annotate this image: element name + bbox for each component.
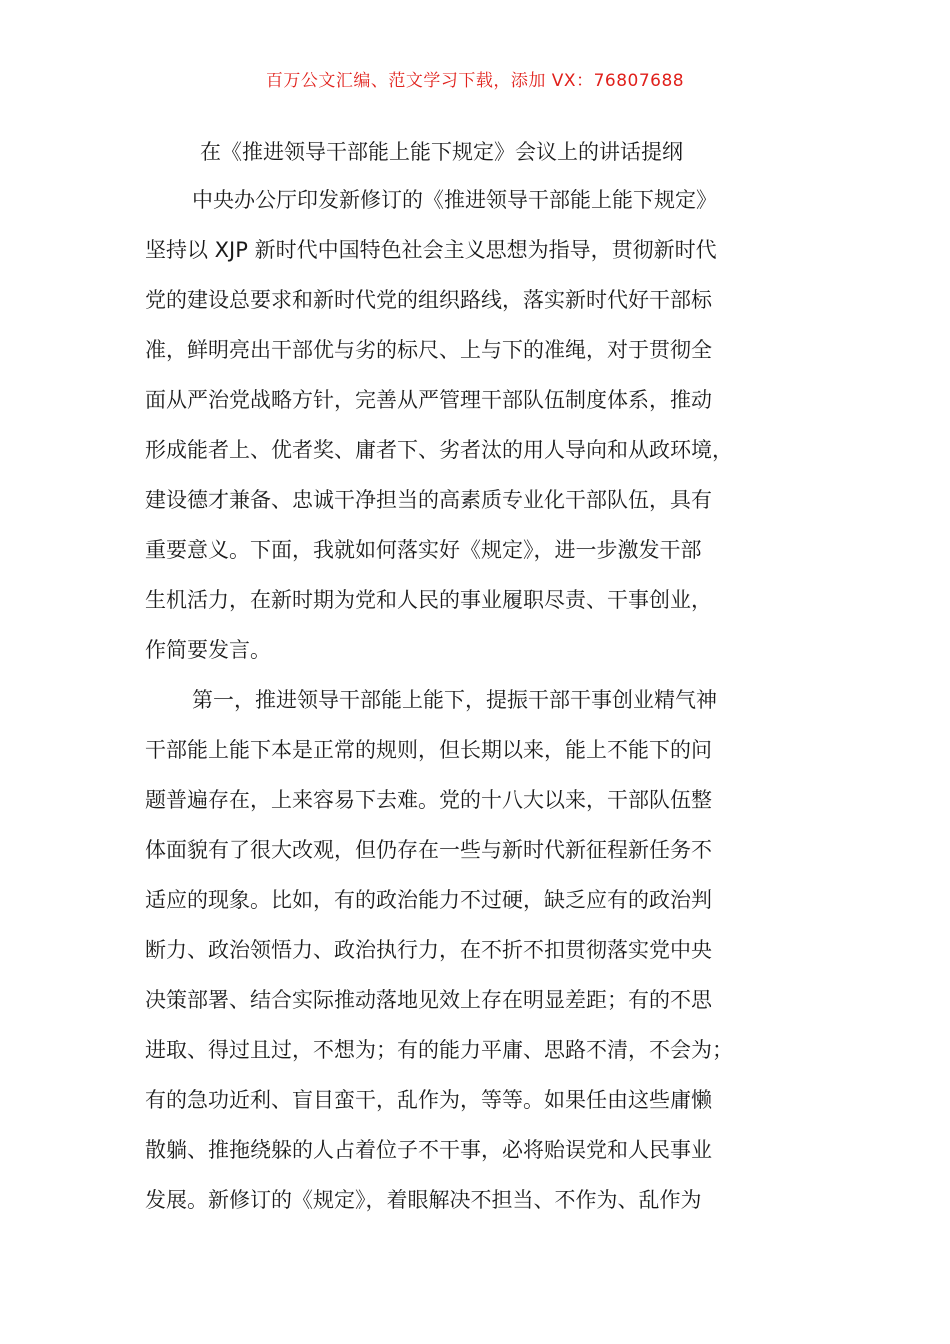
paragraph-line: 发展。新修订的《规定》，着眼解决不担当、不作为、乱作为 bbox=[145, 1188, 702, 1212]
paragraph-line: 重要意义。下面，我就如何落实好《规定》，进一步激发干部 bbox=[145, 538, 702, 562]
paragraph-line: 生机活力，在新时期为党和人民的事业履职尽责、干事创业， bbox=[145, 588, 712, 612]
paragraph-line: 形成能者上、优者奖、庸者下、劣者汰的用人导向和从政环境， bbox=[145, 438, 733, 462]
paragraph-line: 决策部署、结合实际推动落地见效上存在明显差距；有的不思 bbox=[145, 988, 712, 1012]
paragraph-line: 建设德才兼备、忠诚干净担当的高素质专业化干部队伍，具有 bbox=[145, 488, 712, 512]
paragraph-line: 进取、得过且过，不想为；有的能力平庸、思路不清，不会为； bbox=[145, 1038, 733, 1062]
section-heading: 第一，推进领导干部能上能下，提振干部干事创业精气神 bbox=[192, 688, 717, 712]
paragraph-line: 体面貌有了很大改观，但仍存在一些与新时代新征程新任务不 bbox=[145, 838, 712, 862]
paragraph-line: 中央办公厅印发新修订的《推进领导干部能上能下规定》 bbox=[192, 188, 717, 212]
paragraph-line: 坚持以 XJP 新时代中国特色社会主义思想为指导，贯彻新时代 bbox=[145, 238, 717, 262]
paragraph-line: 有的急功近利、盲目蛮干，乱作为，等等。如果任由这些庸懒 bbox=[145, 1088, 712, 1112]
paragraph-line: 散躺、推拖绕躲的人占着位子不干事，必将贻误党和人民事业 bbox=[145, 1138, 712, 1162]
paragraph-line: 断力、政治领悟力、政治执行力，在不折不扣贯彻落实党中央 bbox=[145, 938, 712, 962]
paragraph-line: 适应的现象。比如，有的政治能力不过硬，缺乏应有的政治判 bbox=[145, 888, 712, 912]
paragraph-line: 题普遍存在，上来容易下去难。党的十八大以来，干部队伍整 bbox=[145, 788, 712, 812]
paragraph-line: 准，鲜明亮出干部优与劣的标尺、上与下的准绳，对于贯彻全 bbox=[145, 338, 712, 362]
paragraph-line: 作简要发言。 bbox=[145, 638, 271, 662]
paragraph-line: 党的建设总要求和新时代党的组织路线，落实新时代好干部标 bbox=[145, 288, 712, 312]
document-title: 在《推进领导干部能上能下规定》会议上的讲话提纲 bbox=[200, 140, 683, 164]
paragraph-line: 面从严治党战略方针，完善从严管理干部队伍制度体系，推动 bbox=[145, 388, 712, 412]
paragraph-line: 干部能上能下本是正常的规则，但长期以来，能上不能下的问 bbox=[145, 738, 712, 762]
header-banner: 百万公文汇编、范文学习下载，添加 VX：76807688 bbox=[265, 71, 685, 91]
